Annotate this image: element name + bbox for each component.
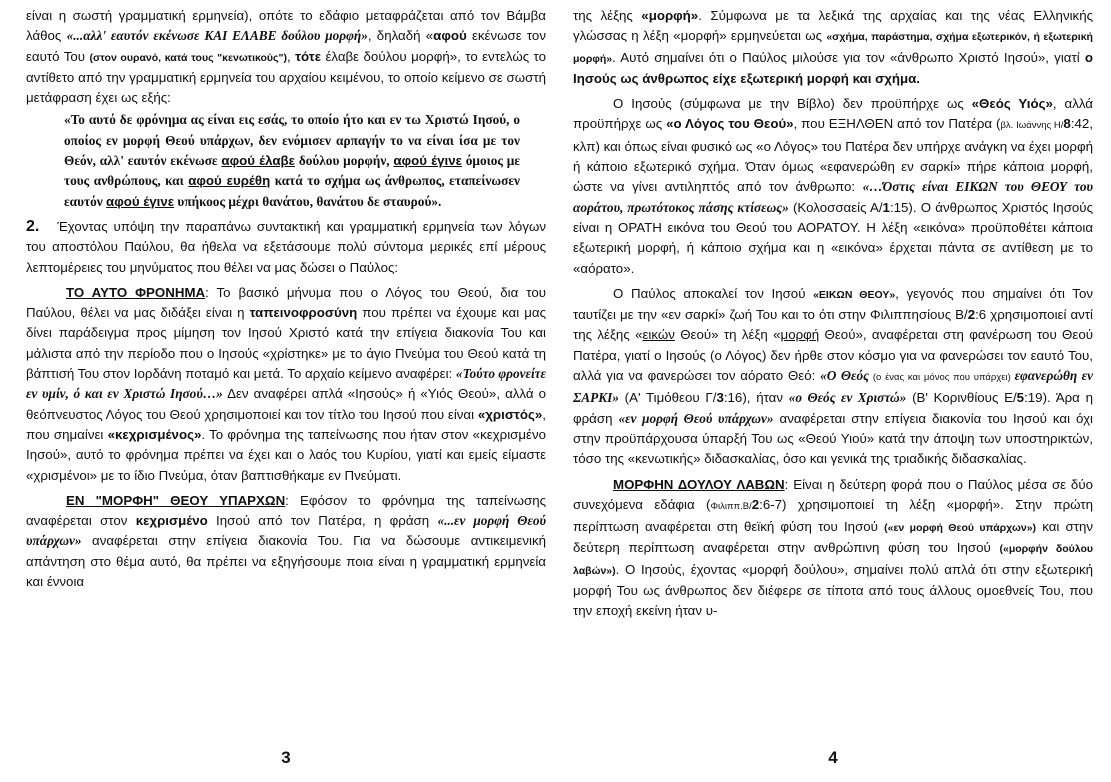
page-number: 4 xyxy=(828,747,838,767)
text-run: έλαβε δούλου μορφή», το εντελώς το αντίθετο από την γραμματική ερμηνεία του αρχαίου κειμένου, το οποίο κείμενο σε σωστή μετάφραση έχει ως εξής: xyxy=(26,48,546,106)
bold-run: τότε xyxy=(295,48,322,64)
text-run: : Το βασικό μήνυμα που ο Λόγος του Θεού, δια του Παύλου, θέλει να μας διδάξει είναι η xyxy=(26,284,546,321)
bold-definition: «σχήμα, παράστημα, σχήμα εξωτερικόν, ή εξωτερική μορφή» xyxy=(573,31,1093,65)
section-heading: ΤΟ ΑΥΤΟ ΦΡΟΝΗΜΑ xyxy=(66,284,206,300)
text-run: Ο Ιησούς (σύμφωνα με την Βίβλο) δεν προϋπήρχε ως xyxy=(613,96,972,112)
text-run: που πρέπει να έχουμε και μας δίνει παράδειγμα προς μίμηση τον Ιησού Χριστό κατά την επίγεια διακονία Του και μάλιστα από την περίοδο που ο Ιησούς «χρίστηκε» με το άγιο Πνεύμα του Θεού κατά τη βάπτισή Του στον Ιορδάνη ποταμό και μετά. Το αρχαίο κείμενο αναφέρει: xyxy=(26,305,546,382)
bold-run: αφού xyxy=(433,28,467,44)
bold-run: ταπεινοφροσύνη xyxy=(249,305,358,321)
scripture-quote xyxy=(64,110,520,211)
quote-run: «...εν μορφή Θεού υπάρχων» xyxy=(26,513,546,549)
reference: Φιλιππ.Β/ xyxy=(710,500,752,512)
quote-text: δούλου μορφήν, xyxy=(295,153,394,169)
text-run: , γεγονός που σημαίνει ότι Τον ταυτίζει με την «εν σαρκί» ζωή Του και το ότι στην Φιλιππησίους Β/ xyxy=(573,285,1093,323)
underlined-word: μορφή xyxy=(780,327,820,343)
text-run: :19). Άρα η φράση xyxy=(573,390,1093,426)
left-paragraph-2 xyxy=(26,217,546,278)
text-run: της λέξης xyxy=(573,8,642,23)
text-run: :16), ήταν xyxy=(723,390,789,406)
bold-run: «Θεός Υιός» xyxy=(971,96,1053,112)
reference: (Β' Κορινθίους Ε/ xyxy=(906,390,1017,406)
text-run: είναι η σωστή γραμματική ερμηνεία), οπότε το εδάφιο μεταφράζεται από τον Βάμβα λάθος xyxy=(26,8,546,44)
text-run: . Ο Ιησούς, έχοντας «μορφή δούλου», σημαίνει πολύ απλά ότι στην εξωτερική μορφή Του ως άνθρωπος δεν διέφερε σε τίποτα από τους άλλους ομοεθνείς Του, που την εποχή εκείνη ήταν υ- xyxy=(573,561,1093,619)
reference-chapter: 2 xyxy=(967,307,976,323)
quote-text: υπήκοος μέχρι θανάτου, θανάτου δε σταυρού». xyxy=(174,193,442,209)
section-heading: ΜΟΡΦΗΝ ΔΟΥΛΟΥ ΛΑΒΩΝ xyxy=(613,476,785,492)
small-note: (ο ένας και μόνος που υπάρχει) xyxy=(869,372,1015,384)
text-run: . Σύμφωνα με τα λεξικά της αρχαίας και της νέας Ελληνικής γλώσσας η λέξη «μορφή» ερμηνεύεται ως xyxy=(573,8,1094,44)
text-run: αναφέρεται στην επίγεια διακονία Του. Για να δώσουμε αντικειμενική απάντηση στο θέμα αυτό, θα πρέπει να εξηγήσουμε ποια είναι η γραμματική ερμηνεία και έννοια xyxy=(26,533,546,590)
text-run: :42, κλπ) και όπως είναι φυσικό ως «ο Λόγος» του Πατέρα δεν υπήρχε ανάγκη να έχει μορφή ή κάποιο εξωτερικό σχήμα. Όταν όμως «εφανερώθη εν σαρκί» πήρε κάποια μορφή, ώστε να γίνει αντιληπτός από τον άνθρωπο: xyxy=(573,116,1094,195)
text-run: Θεού», αναφέρεται στη φανέρωση του Θεού Πατέρα, γιατί ο Ιησούς (ο Λόγος) δεν ήρθε στον κόσμο για να φανερώσει τον εαυτό Του, αλλά για να φανερώσει τον αόρατο Θεό: xyxy=(573,327,1093,384)
bold-run: «κεχρισμένος» xyxy=(107,426,202,442)
bold-quote: («μορφήν δούλου λαβών») xyxy=(573,543,1093,577)
text-run: :6-7) χρησιμοποιεί τη λέξη «μορφή». Στην πρώτη περίπτωση αναφέρεται στη θεϊκή φύση του Ιησού xyxy=(573,496,1093,535)
text-run: :15). Ο άνθρωπος Χριστός Ιησούς είναι η ΟΡΑΤΗ εικόνα του Θεού του ΑΟΡΑΤΟΥ. Η λέξη «εικόνα» προϋποθέτει κάποια εξωτερική μορφή, ή κάποιο σχήμα και η «εικόνα» έρχεται πάντα σε αντίθεση με το «αόρατο». xyxy=(573,199,1093,276)
right-paragraph-2 xyxy=(573,94,1093,279)
text-run: Δεν αναφέρει απλά «Ιησούς» ή «Υιός Θεού», αλλά ο θεόπνευστος Λόγος του Θεού χρησιμοποιεί και τον τίτλο του Ιησού που είναι xyxy=(26,386,546,422)
left-paragraph-3 xyxy=(26,283,546,486)
quote-run: «εν μορφή Θεού υπάρχων» xyxy=(618,410,774,426)
text-run: :6 χρησιμοποιεί αντί της λέξης « xyxy=(573,307,1093,343)
text-run: . Το φρόνημα της ταπείνωσης που ήταν στον «κεχρισμένο Ιησού», αυτό το φρόνημα πρέπει να έχει και ο λαός του Κυρίου, γιατί και εμείς είμαστε «χρισμένοι» με το ίδιο Πνεύμα, όταν βαπτισθήκαμε εν Πνεύματι. xyxy=(26,426,546,483)
left-page xyxy=(26,6,546,782)
bold-run: «ο Λόγος του Θεού» xyxy=(666,116,794,132)
bold-run: ο Ιησούς ως άνθρωπος είχε εξωτερική μορφή και σχήμα. xyxy=(573,49,1093,86)
text-run: , xyxy=(286,48,296,64)
text-run: και στην δεύτερη περίπτωση αναφέρεται στην ανθρώπινη φύση του Ιησού xyxy=(573,519,1093,556)
text-run: , αλλά προϋπήρχε ως xyxy=(573,96,1093,132)
bold-run: κεχρισμένο xyxy=(135,513,208,529)
underlined-phrase: αφού ευρέθη xyxy=(188,173,271,189)
reference: (Κολοσσαείς Α/ xyxy=(788,199,883,215)
left-paragraph-4 xyxy=(26,491,546,592)
underlined-phrase: αφού έλαβε xyxy=(221,153,295,169)
text-run: , που σημαίνει xyxy=(26,406,546,442)
page-number: 3 xyxy=(281,747,291,767)
quote-text: «Το αυτό δε φρόνημα ας είναι εις εσάς, το οποίο ήτο και εν τω Χριστώ Ιησού, ο οποίος εν μορφή Θεού υπάρχων, δεν ενόμισεν αρπαγήν το να είναι ίσα με τον Θεόν, αλλ' εαυτόν εκένωσε xyxy=(64,112,520,169)
bold-run: «ΕΙΚΩΝ ΘΕΟΥ» xyxy=(813,288,896,301)
text-run: Ο Παύλος αποκαλεί τον Ιησού xyxy=(613,285,814,301)
small-note: (στον ουρανό, κατά τους "κενωτικούς") xyxy=(89,51,287,64)
text-run: . Αυτό σημαίνει ότι ο Παύλος μιλούσε για τον «άνθρωπο Χριστό Ιησού», γιατί xyxy=(612,49,1085,65)
quote-text: κατά το σχήμα ως άνθρωπος, εταπείνωσεν εαυτόν xyxy=(64,173,521,209)
text-run: Θεού» τη λέξη « xyxy=(674,327,781,343)
underlined-word: εικών xyxy=(642,327,675,343)
right-paragraph-4 xyxy=(573,475,1093,622)
right-paragraph-3 xyxy=(573,284,1093,470)
section-heading: ΕΝ "ΜΟΡΦΗ" ΘΕΟΥ ΥΠΑΡΧΩΝ xyxy=(66,492,286,508)
reference-chapter: 3 xyxy=(716,390,724,406)
quote-run: «...αλλ' εαυτόν εκένωσε ΚΑΙ ΕΛΑΒΕ δούλου μορφή» xyxy=(66,28,368,44)
quote-run: «Τούτο φρονείτε εν υμίν, ό και εν Χριστώ Ιησού…» xyxy=(26,366,547,402)
text-run: Έχοντας υπόψη την παραπάνω συντακτική και γραμματική ερμηνεία των λόγων του αποστόλου Παύλου, θα ήθελα να εξετάσουμε πολύ σύντομα μερικές επί μέρους λεπτομέρειες του μηνύματος που θέλει να μας δώσει ο Παύλος: xyxy=(26,218,546,275)
text-run: : Είναι η δεύτερη φορά που ο Παύλος μέσα σε δύο συνεχόμενα εδάφια ( xyxy=(573,476,1093,512)
quote-text: όμοιος με τους ανθρώπους, και xyxy=(64,153,521,189)
text-run: αναφέρεται στην επίγεια διακονία του Ιησού και όχι στην προϋπάρχουσα ύπαρξή Του ως «Θεού Υιού» κατά την άποψη των υποστηρικτών, τόσο της «κενωτικής» διδασκαλίας, όσο και γενικά της τριαδικής διδασκαλίας. xyxy=(573,410,1094,467)
quote-run: εφανερώθη εν ΣΑΡΚΙ» xyxy=(573,368,1093,406)
reference-chapter: 1 xyxy=(882,199,890,215)
quote-run: «Ο Θεός xyxy=(820,368,870,384)
text-run: , που ΕΞΗΛΘΕΝ από τον Πατέρα ( xyxy=(793,116,1001,132)
section-number: 2. xyxy=(26,217,40,235)
right-page xyxy=(573,6,1093,782)
text-run: εκένωσε τον εαυτό Του xyxy=(26,28,546,64)
text-run: : Εφόσον το φρόνημα της ταπείνωσης αναφέρεται στον xyxy=(26,492,546,529)
underlined-phrase: αφού έγινε xyxy=(106,193,175,209)
text-run: , δηλαδή « xyxy=(367,28,434,44)
bold-quote: («εν μορφή Θεού υπάρχων») xyxy=(884,522,1037,535)
underlined-phrase: αφού έγινε xyxy=(393,153,462,169)
reference-chapter: 2 xyxy=(751,496,760,512)
reference-chapter: 5 xyxy=(1016,390,1025,406)
bold-run: «χριστός» xyxy=(477,406,543,422)
text-run: Ιησού από τον Πατέρα, η φράση xyxy=(207,513,438,529)
reference: βλ. Ιωάννης Η/ xyxy=(1000,120,1064,132)
right-paragraph-1 xyxy=(573,6,1093,89)
quote-run: «…Όστις είναι ΕΙΚΩΝ του ΘΕΟΥ του αοράτου, πρωτότοκος πάσης κτίσεως» xyxy=(573,179,1094,215)
reference-chapter: 8 xyxy=(1063,116,1071,132)
quote-run: «ο Θεός εν Χριστώ» xyxy=(788,390,907,406)
left-paragraph-1 xyxy=(26,6,546,108)
bold-run: «μορφή» xyxy=(641,8,699,23)
reference: (Α' Τιμόθεου Γ/ xyxy=(618,390,717,406)
